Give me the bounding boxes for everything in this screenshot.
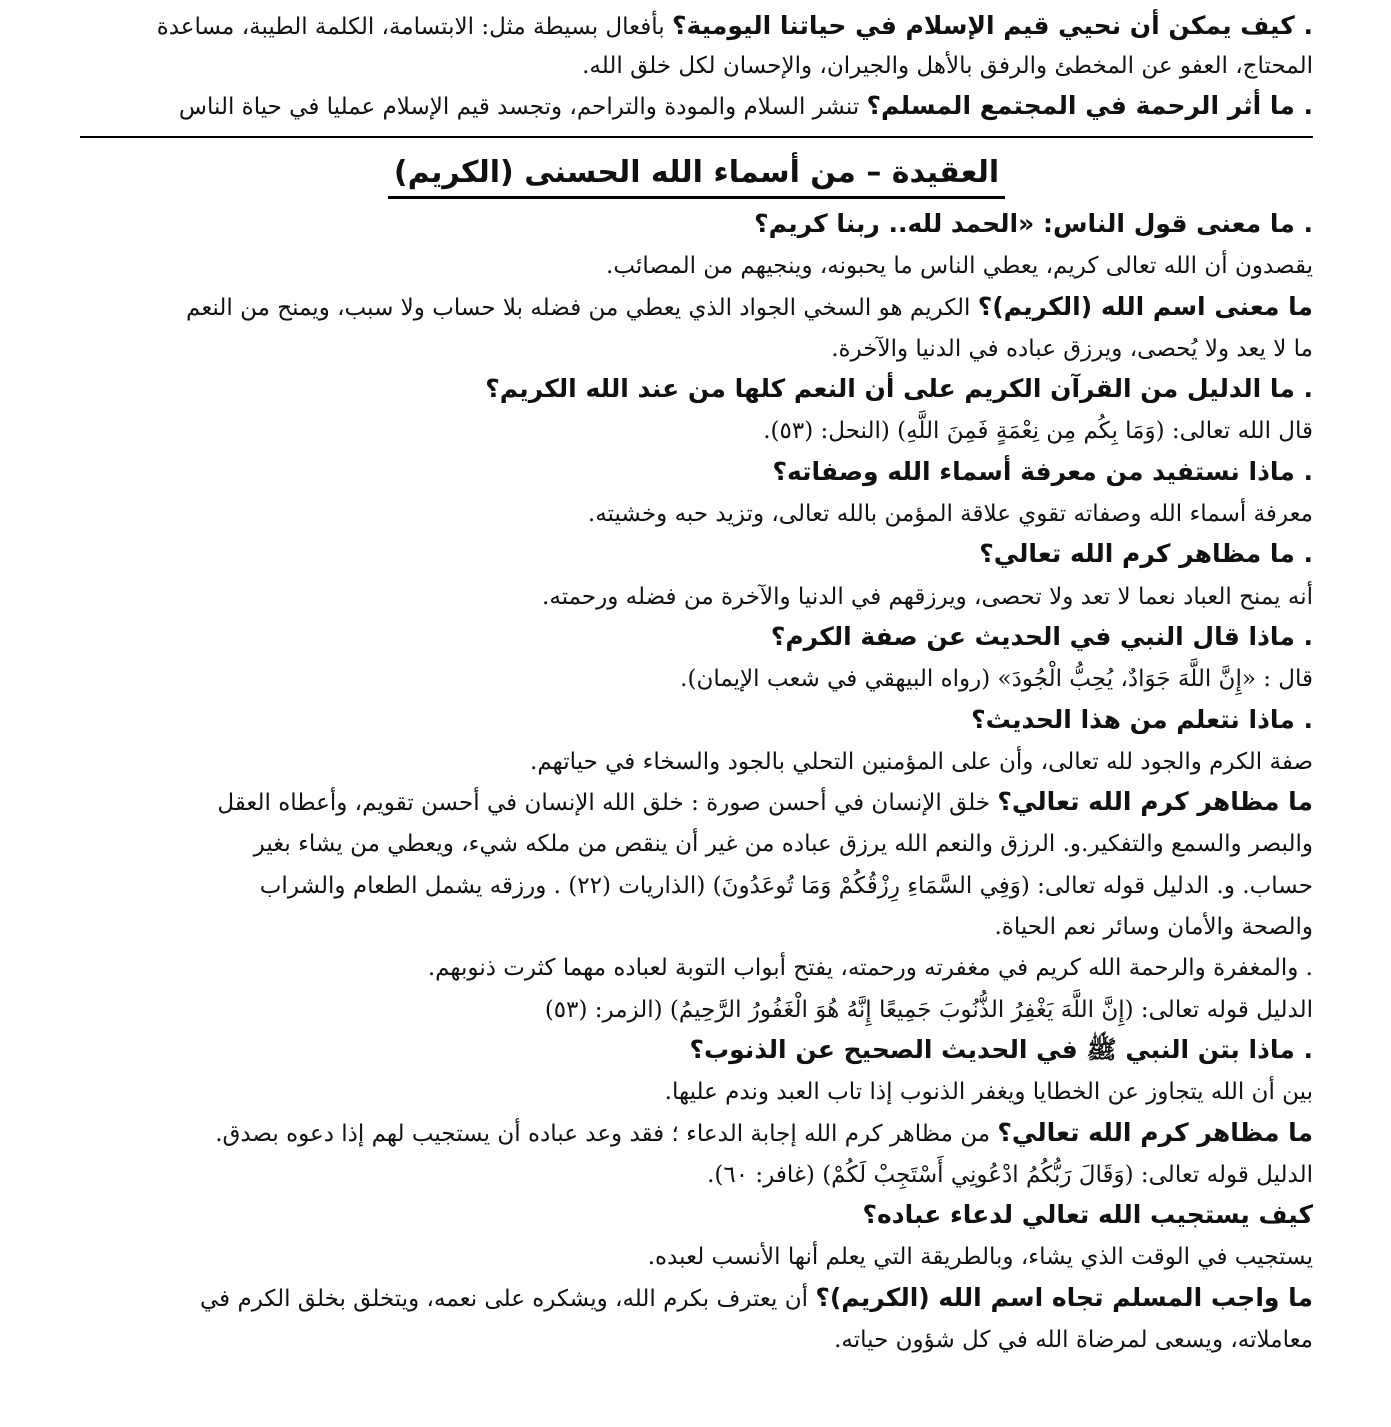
answer-text: تنشر السلام والمودة والتراحم، وتجسد قيم الإسلام عمليا في حياة الناس (178, 94, 860, 120)
answer-text: ما لا يعد ولا يُحصى، ويرزق عباده في الدنيا والآخرة. (831, 335, 1313, 362)
qa-line (80, 1029, 1313, 1070)
qa-line (80, 988, 1313, 1029)
qa-line (80, 946, 1313, 987)
answer-text: الدليل قوله تعالى: (وَقَالَ رَبُّكُمُ ادْعُونِي أَسْتَجِبْ لَكُمْ) (غافر: ٦٠). (707, 1161, 1313, 1188)
question-label: ما واجب المسلم تجاه اسم الله (الكريم)؟ (815, 1282, 1313, 1312)
intro-line-2 (80, 46, 1313, 86)
answer-text: من مظاهر كرم الله إجابة الدعاء ؛ فقد وعد عباده أن يستجيب لهم إذا دعوه بصدق. (215, 1120, 991, 1147)
answer-text: حساب. و. الدليل قوله تعالى: (وَفِي السَّمَاءِ رِزْقُكُمْ وَمَا تُوعَدُونَ) (الذاريات (٢٢) . ورزقه يشمل الطعام والشراب (259, 872, 1313, 899)
qa-line (80, 781, 1313, 822)
qa-line (80, 616, 1313, 657)
qa-line (80, 1112, 1313, 1153)
qa-line (80, 451, 1313, 492)
qa-line (80, 1235, 1313, 1276)
question-label: كيف يستجيب الله تعالي لدعاء عباده؟ (862, 1200, 1313, 1230)
qa-line (80, 1318, 1313, 1359)
answer-text: بأفعال بسيطة مثل: الابتسامة، الكلمة الطيبة، مساعدة (156, 14, 665, 40)
intro-line-1 (80, 6, 1313, 46)
question-label: . ما مظاهر كرم الله تعالي؟ (979, 539, 1313, 569)
answer-text: المحتاج، العفو عن المخطئ والرفق بالأهل والجيران، والإحسان لكل خلق الله. (582, 53, 1313, 79)
qa-line (80, 327, 1313, 368)
qa-line (80, 492, 1313, 533)
question-label: . ما أثر الرحمة في المجتمع المسلم؟ (866, 91, 1313, 120)
qa-line (80, 409, 1313, 450)
qa-line (80, 575, 1313, 616)
answer-text: معرفة أسماء الله وصفاته تقوي علاقة المؤمن بالله تعالى، وتزيد حبه وخشيته. (587, 501, 1313, 528)
qa-line (80, 740, 1313, 781)
section-title: العقيدة – من أسماء الله الحسنى (الكريم) (388, 150, 1005, 199)
question-label: ما مظاهر كرم الله تعالي؟ (997, 787, 1313, 817)
question-label: . ماذا نستفيد من معرفة أسماء الله وصفاته؟ (772, 456, 1313, 486)
answer-text: الدليل قوله تعالى: (إِنَّ اللَّهَ يَغْفِرُ الذُّنُوبَ جَمِيعًا إِنَّهُ هُوَ الْغَفُورُ الرَّحِيمُ) (الزمر: (٥٣) (544, 996, 1313, 1023)
answer-text: الكريم هو السخي الجواد الذي يعطي من فضله بلا حساب ولا سبب، ويمنح من النعم (186, 294, 971, 321)
question-label: . ماذا قال النبي في الحديث عن صفة الكرم؟ (770, 621, 1313, 651)
qa-line (80, 1277, 1313, 1318)
qa-line (80, 657, 1313, 698)
answer-text: يقصدون أن الله تعالى كريم، يعطي الناس ما يحبونه، وينجيهم من المصائب. (606, 253, 1313, 280)
answer-text: خلق الإنسان في أحسن صورة : خلق الله الإنسان في أحسن تقويم، وأعطاه العقل (217, 790, 991, 817)
question-label: ما معنى اسم الله (الكريم)؟ (977, 291, 1313, 321)
qa-line (80, 1070, 1313, 1111)
answer-text: قال : «إِنَّ اللَّهَ جَوَادٌ، يُحِبُّ الْجُودَ» (رواه البيهقي في شعب الإيمان). (680, 666, 1313, 693)
qa-line (80, 1194, 1313, 1235)
qa-line (80, 244, 1313, 285)
answer-text: بين أن الله يتجاوز عن الخطايا ويغفر الذنوب إذا تاب العبد وندم عليها. (664, 1079, 1313, 1106)
answer-text: والبصر والسمع والتفكير.و. الرزق والنعم الله يرزق عباده من غير أن ينقص من ملكه شيء، ويعطي من يشاء بغير (253, 831, 1313, 858)
question-label: . كيف يمكن أن نحيي قيم الإسلام في حياتنا اليومية؟ (671, 11, 1313, 40)
section-divider (80, 136, 1313, 138)
question-label: . ماذا بتن النبي ﷺ في الحديث الصحيح عن الذنوب؟ (689, 1034, 1313, 1064)
question-label: . ما الدليل من القرآن الكريم على أن النعم كلها من عند الله الكريم؟ (485, 374, 1313, 404)
qa-line (80, 533, 1313, 574)
qa-line (80, 699, 1313, 740)
question-label: . ما معنى قول الناس: «الحمد لله.. ربنا كريم؟ (754, 209, 1313, 238)
qa-line (80, 286, 1313, 327)
answer-text: صفة الكرم والجود لله تعالى، وأن على المؤمنين التحلي بالجود والسخاء في حياتهم. (530, 748, 1313, 775)
qa-line (80, 864, 1313, 905)
qa-line (80, 368, 1313, 409)
qa-line (80, 905, 1313, 946)
qa-line (80, 822, 1313, 863)
qa-list (80, 203, 1313, 1359)
section-title-wrap (80, 150, 1313, 199)
intro-block (80, 0, 1313, 126)
qa-line (80, 203, 1313, 244)
answer-text: أنه يمنح العباد نعما لا تعد ولا تحصى، ويرزقهم في الدنيا والآخرة من فضله ورحمته. (542, 583, 1313, 610)
answer-text: معاملاته، ويسعى لمرضاة الله في كل شؤون حياته. (834, 1327, 1313, 1354)
answer-text: . والمغفرة والرحمة الله كريم في مغفرته ورحمته، يفتح أبواب التوبة لعباده مهما كثرت ذنوبهم. (427, 955, 1313, 982)
question-label: ما مظاهر كرم الله تعالي؟ (997, 1117, 1313, 1147)
intro-line-3 (80, 86, 1313, 126)
answer-text: والصحة والأمان وسائر نعم الحياة. (994, 914, 1313, 941)
answer-text: يستجيب في الوقت الذي يشاء، وبالطريقة التي يعلم أنها الأنسب لعبده. (647, 1244, 1313, 1271)
qa-line (80, 1153, 1313, 1194)
question-label: . ماذا نتعلم من هذا الحديث؟ (971, 704, 1313, 734)
answer-text: قال الله تعالى: (وَمَا بِكُم مِن نِعْمَةٍ فَمِنَ اللَّهِ) (النحل: (٥٣). (763, 418, 1313, 445)
answer-text: أن يعترف بكرم الله، ويشكره على نعمه، ويتخلق بخلق الكرم في (199, 1285, 809, 1312)
